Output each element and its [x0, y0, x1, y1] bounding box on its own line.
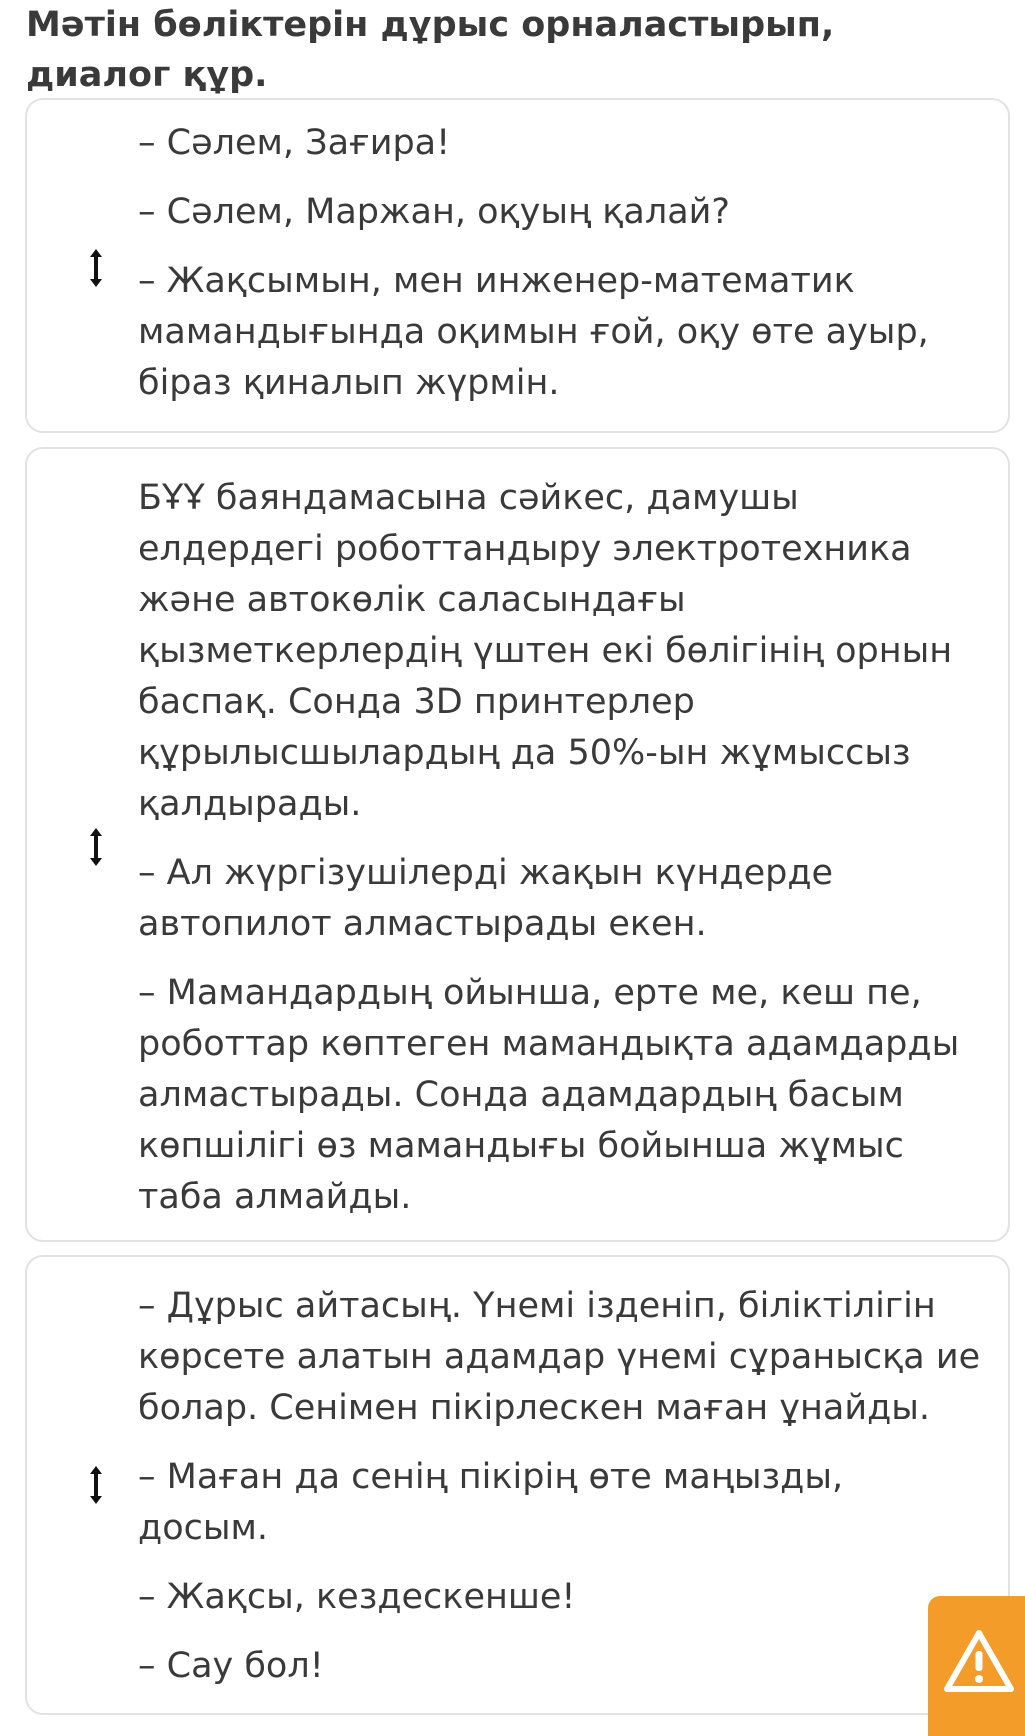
dialog-card-3[interactable] [25, 1255, 1010, 1715]
dialog-line: – Сәлем, Маржан, оқуың қалай? [138, 192, 731, 232]
drag-handle-icon[interactable] [85, 1465, 107, 1505]
dialog-line: – Сәлем, Зағира! [138, 123, 451, 163]
dialog-line: – Мамандардың ойынша, ерте ме, кеш пе, роботтар көптеген мамандықта адамдарды алмастырады. Сонда адамдардың басым көпшілігі өз мамандығы бойынша жұмыс таба алмайды. [138, 973, 960, 1217]
drag-handle-icon[interactable] [85, 827, 107, 867]
dialog-line: – Маған да сенің пікірің өте маңызды, досым. [138, 1457, 844, 1548]
dialog-line: – Дұрыс айтасың. Үнемі ізденіп, біліктілігін көрсете алатын адамдар үнемі сұранысқа ие болар. Сенімен пікірлескен маған ұнайды. [138, 1286, 981, 1428]
dialog-line: БҰҰ баяндамасына сәйкес, дамушы елдердегі роботтандыру электротехника және автокөлік саласындағы қызметкерлердің үштен екі бөлігінің орнын баспақ. Сонда 3D принтерлер құрылысшылардың да 50%-ын жұмыссыз қалдырады. [138, 478, 953, 824]
dialog-line: – Сау бол! [138, 1646, 324, 1686]
warning-triangle-icon [951, 1635, 1015, 1697]
dialog-line: – Жақсымын, мен инженер-математик мамандығында оқимын ғой, оқу өте ауыр, біраз қиналып жүрмін. [138, 261, 929, 403]
dialog-card-1[interactable] [25, 98, 1010, 433]
drag-handle-icon[interactable] [85, 248, 107, 288]
dialog-line: – Жақсы, кездескенше! [138, 1577, 576, 1617]
page-title: Мәтін бөліктерін дұрыс орналастырып, диалог құр. [26, 5, 835, 95]
report-button[interactable] [928, 1596, 1025, 1736]
dialog-card-2[interactable] [25, 447, 1010, 1242]
dialog-line: – Ал жүргізушілерді жақын күндерде автопилот алмастырады екен. [138, 853, 834, 944]
card-text [138, 473, 998, 1241]
card-text [138, 118, 998, 427]
card-text [138, 1281, 998, 1710]
